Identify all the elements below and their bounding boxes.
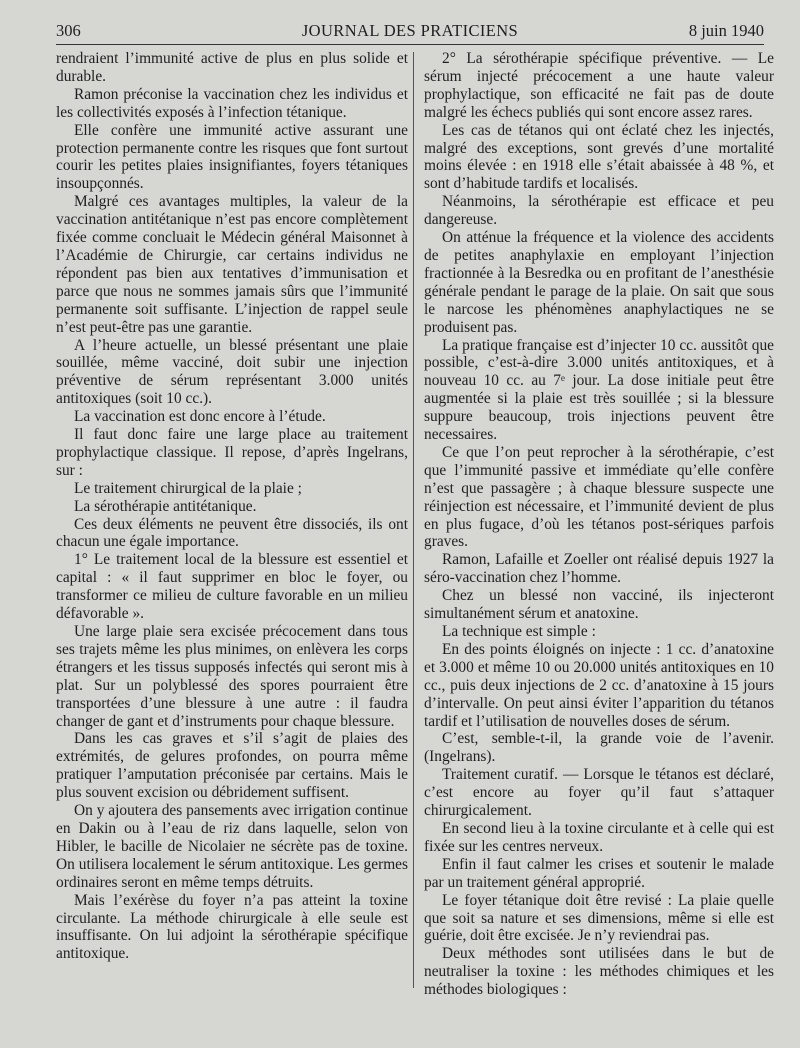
section-heading-paragraph: 1° Le traitement local de la blessure est essentiel et capital : « il faut supprimer en bloc le foyer, ou transformer ce milieu de culture favorable en un milieu défavorable ».	[56, 551, 408, 623]
paragraph: En second lieu à la toxine circulante et à celle qui est fixée sur les centres nerveux.	[424, 819, 774, 855]
paragraph: La vaccination est donc encore à l’étude.	[74, 408, 326, 426]
page-number: 306	[56, 21, 81, 40]
paragraph: On atténue la fréquence et la violence des accidents de petites anaphylaxie en employant l’injection fractionnée à la Besredka ou en profitant de l’anesthésie générale pendant le parage de la plaie. On sait que sous le narcose les phénomènes anaphylactiques ne se produisent pas.	[424, 229, 774, 336]
left-column	[56, 50, 408, 963]
paragraph: Deux méthodes sont utilisées dans le but de neutraliser la toxine : les méthodes chimiques et les méthodes biologiques :	[424, 945, 774, 999]
paragraph: Dans les cas graves et s’il s’agit de plaies des extrémités, de gelures profondes, on pourra même pratiquer l’amputation préconisée par certains. Mais le plus souvent excision ou débridement suffisent.	[56, 730, 408, 802]
journal-title: JOURNAL DES PRATICIENS	[301, 21, 519, 40]
paragraph: Ramon, Lafaille et Zoeller ont réalisé depuis 1927 la séro-vaccination chez l’homme.	[424, 551, 774, 587]
paragraph: On y ajoutera des pansements avec irrigation continue en Dakin ou à l’eau de riz dans laquelle, selon von Hibler, le bacille de Nicolaier ne sécrète pas de toxine. On utilisera localement le sérum antitoxique. Les germes ordinaires seront en même temps détruits.	[56, 802, 408, 891]
paragraph: La sérothérapie antitétanique.	[74, 497, 257, 515]
section-heading-paragraph: 2° La sérothérapie spécifique préventive. — Le sérum injecté précocement a une haute valeur prophylactique, son efficacité ne fait pas de doute malgré les échecs publiés qui sont encore assez rares.	[424, 50, 774, 121]
paragraph: rendraient l’immunité active de plus en plus solide et durable.	[56, 50, 408, 85]
column-divider	[413, 52, 414, 988]
paragraph: A l’heure actuelle, un blessé présentant une plaie souillée, même vacciné, doit subir une injection préventive de sérum représentant 3.000 unités antitoxiques (soit 10 cc.).	[56, 336, 408, 408]
paragraph: Ces deux éléments ne peuvent être dissociés, ils ont chacun une égale importance.	[56, 515, 408, 551]
paragraph: Ramon préconise la vaccination chez les individus et les collectivités exposés à l’infection tétanique.	[56, 85, 408, 121]
issue-date: 8 juin 1940	[688, 21, 764, 40]
paragraph: Néanmoins, la sérothérapie est efficace et peu dangereuse.	[424, 193, 774, 229]
paragraph: Une large plaie sera excisée précocement dans tous ses trajets même les plus minimes, on enlèvera les corps étrangers et les tissus supposés infectés qui seront mis à plat. Sur un polyblessé des spores pourraient être transportées d’une blessure à une autre : il faudra changer de gant et d’instruments pour chaque blessure.	[56, 623, 408, 730]
paragraph: En des points éloignés on injecte : 1 cc. d’anatoxine et 3.000 et même 10 ou 20.000 unités antitoxiques en 10 cc., puis deux injections de 2 cc. d’anatoxine à 15 jours d’intervalle. On peut ainsi éviter l’apparition du tétanos tardif et l’utilisation de nouvelles doses de sérum.	[424, 640, 774, 730]
paragraph: C’est, semble-t-il, la grande voie de l’avenir. (Ingelrans).	[424, 730, 774, 766]
paragraph: Enfin il faut calmer les crises et soutenir le malade par un traitement général approprié.	[424, 855, 774, 891]
right-column	[424, 50, 774, 999]
paragraph: Le traitement chirurgical de la plaie ;	[74, 479, 302, 497]
paragraph: La pratique française est d’injecter 10 cc. aussitôt que possible, c’est-à-dire 3.000 unités antitoxiques, et à nouveau 10 cc. au 7ᵉ jour. La dose initiale peut être augmentée si la plaie est très souillée ; si la blessure suppure beaucoup, trois injections peuvent être necessaires.	[424, 336, 774, 444]
header-rule	[56, 44, 764, 45]
section-heading-paragraph: Traitement curatif. — Lorsque le tétanos est déclaré, c’est encore au foyer qu’il faut s’attaquer chirurgicalement.	[424, 766, 774, 820]
paragraph: Le foyer tétanique doit être revisé : La plaie quelle que soit sa nature et ses dimensions, même si elle est guérie, doit être excisée. Je n’y reviendrai pas.	[424, 891, 774, 945]
running-header	[56, 18, 764, 44]
paragraph: Les cas de tétanos qui ont éclaté chez les injectés, malgré des exceptions, sont grevés d’une mortalité moins élevée : en 1918 elle s’était abaissée à 48 %, et sont d’habitude tardifs et localisés.	[424, 121, 774, 193]
paragraph: Malgré ces avantages multiples, la valeur de la vaccination antitétanique n’est pas encore complètement fixée comme concluait le Médecin général Maisonnet à l’Académie de Chirurgie, car certains individus ne répondent pas bien aux tentatives d’immunisation et parce que nous ne sommes jamais sûrs que l’immunité permanente soit suffisante. L’injection de rappel seule n’est peut-être pas une garantie.	[56, 193, 408, 336]
paragraph: Ce que l’on peut reprocher à la sérothérapie, c’est que l’immunité passive et immédiate qu’elle confère n’est que passagère ; à chaque blessure suspecte une réinjection est nécessaire, et l’immunité devient de plus en plus fugace, d’où les tétanos post-sériques parfois graves.	[424, 443, 774, 551]
paragraph: Mais l’exérèse du foyer n’a pas atteint la toxine circulante. La méthode chirurgicale à elle seule est insuffisante. On lui adjoint la sérothérapie spécifique antitoxique.	[56, 891, 408, 963]
paragraph: La technique est simple :	[442, 623, 596, 640]
paragraph: Il faut donc faire une large place au traitement prophylactique classique. Il repose, d’après Ingelrans, sur :	[56, 426, 408, 479]
paragraph: Elle confère une immunité active assurant une protection permanente contre les risques que font surtout courir les petites plaies insignifiantes, foyers tétaniques insoupçonnés.	[56, 121, 408, 193]
paragraph: Chez un blessé non vacciné, ils injecteront simultanément sérum et anatoxine.	[424, 587, 774, 623]
